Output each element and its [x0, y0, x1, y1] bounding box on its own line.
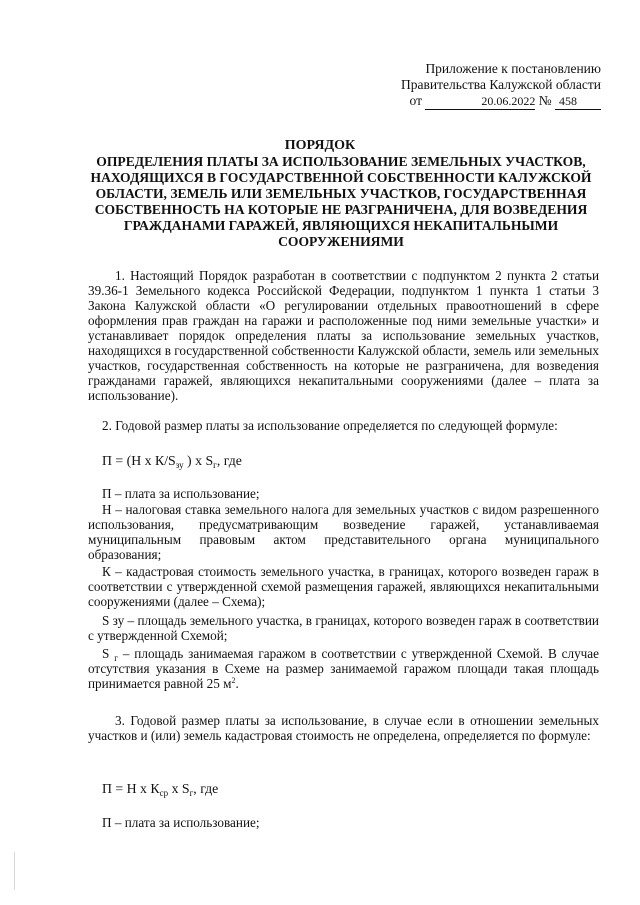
- paragraph-1: 1. Настоящий Порядок разработан в соответствии с подпунктом 2 пункта 2 статьи 39.36-1 Земельного кодекса Российской Федерации, подпунктом 1 пункта 1 статьи 3 Закона Калужской области «О регулировании отдельных правоотношений в сфере оформления прав граждан на гаражи и расположенные под ними земельные участки» и устанавливает порядок определения платы за использование земельных участков, находящихся в государственной собственности Калужской области, земель или земельных участков, государственная собственность на которые не разграничена, для возведения гражданами гаражей, являющихся некапитальными сооружениями (далее – плата за использование).: [88, 268, 599, 403]
- number-value: 458: [559, 94, 577, 108]
- appendix-line-1: Приложение к постановлению: [425, 61, 601, 76]
- formula-1: [102, 453, 242, 468]
- from-label: от: [409, 93, 422, 108]
- formula-2-mid: х S: [171, 781, 190, 796]
- definition-p: П – плата за использование;: [102, 486, 260, 501]
- formula-1-mid: ) х S: [187, 453, 214, 468]
- appendix-line-2: Правительства Калужской области: [400, 77, 601, 92]
- formula-1-end: , где: [216, 453, 242, 468]
- definition-s-zu: S зу – площадь земельного участка, в границах, которого возведен гараж в соответствии с утвержденной Схемой;: [88, 613, 599, 643]
- appendix-date-line: [401, 93, 601, 110]
- s-g-superscript: 2: [231, 676, 236, 685]
- formula-2-sub-sr: ср: [159, 788, 169, 798]
- formula-1-sub-zu: зу: [175, 460, 184, 470]
- date-value: 20.06.2022: [481, 94, 536, 108]
- formula-1-sub-g: г: [213, 460, 217, 470]
- appendix-header: [401, 61, 601, 110]
- paragraph-2: 2. Годовой размер платы за использование определяется по следующей формуле:: [102, 418, 558, 433]
- document-title: ПОРЯДОК: [284, 138, 356, 153]
- formula-2-lhs: П = Н х К: [102, 781, 160, 796]
- s-g-symbol: S: [102, 646, 110, 661]
- s-g-subscript: г: [114, 653, 118, 663]
- number-label: №: [538, 93, 552, 108]
- formula-2-end: , где: [193, 781, 219, 796]
- formula-2-sub-g: г: [189, 788, 194, 798]
- s-g-end: .: [235, 676, 239, 691]
- number-field: [555, 93, 601, 110]
- definition-n: Н – налоговая ставка земельного налога для земельных участков с видом разрешенного использования, предусматривающим возведение гаражей, устанавливаемая муниципальным правовым актом представительного органа муниципального образования;: [88, 502, 599, 562]
- definition-k: К – кадастровая стоимость земельного участка, в границах, которого возведен гараж в соответствии с утвержденной схемой размещения гаражей, являющихся некапитальными сооружениями (далее – Схема);: [88, 564, 599, 609]
- date-field: [425, 93, 535, 110]
- definition-s-g: [88, 646, 599, 691]
- scan-margin-mark: [14, 852, 15, 890]
- definition-p-repeat: П – плата за использование;: [102, 815, 260, 830]
- paragraph-3: 3. Годовой размер платы за использование, в случае если в отношении земельных участков и (или) земель кадастровая стоимость не определена, определяется по формуле:: [88, 713, 599, 743]
- formula-2: [102, 781, 218, 796]
- document-subtitle: ОПРЕДЕЛЕНИЯ ПЛАТЫ ЗА ИСПОЛЬЗОВАНИЕ ЗЕМЕЛЬНЫХ УЧАСТКОВ, НАХОДЯЩИХСЯ В ГОСУДАРСТВЕННОЙ СОБСТВЕННОСТИ КАЛУЖСКОЙ ОБЛАСТИ, ЗЕМЕЛЬ ИЛИ ЗЕМЕЛЬНЫХ УЧАСТКОВ, ГОСУДАРСТВЕННАЯ СОБСТВЕННОСТЬ НА КОТОРЫЕ НЕ РАЗГРАНИЧЕНА, ДЛЯ ВОЗВЕДЕНИЯ ГРАЖДАНАМИ ГАРАЖЕЙ, ЯВЛЯЮЩИХСЯ НЕКАПИТАЛЬНЫМИ СООРУЖЕНИЯМИ: [90, 154, 592, 249]
- formula-1-lhs: П = (Н х К/S: [102, 453, 176, 468]
- s-g-text: – площадь занимаемая гаражом в соответствии с утвержденной Схемой. В случае отсутствия указания в Схеме на размер занимаемой гаражом площади такая площадь принимается равной 25 м: [88, 646, 600, 691]
